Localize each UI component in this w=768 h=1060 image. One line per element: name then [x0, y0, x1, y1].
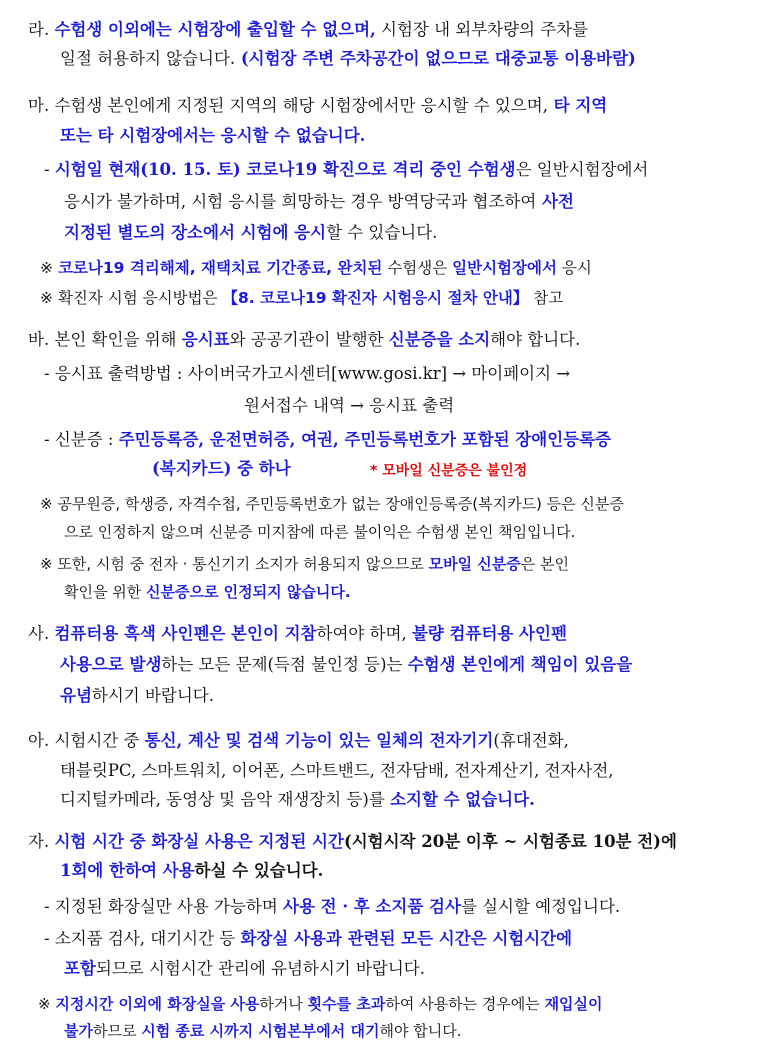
emphasis-text: 지정시간 이외에 화장실을 사용 [55, 995, 260, 1013]
body-text: 신분증 : [54, 430, 119, 449]
emphasis-text: 화장실 사용과 관련된 모든 시간은 시험시간에 [240, 929, 573, 948]
emphasis-text: 코로나19 격리해제, 재택치료 기간종료, 완치된 [57, 259, 383, 277]
note-marker: ※ [40, 259, 53, 277]
section-ja-dash-2-line-1 [44, 926, 572, 952]
section-ma-dash-1-line-2 [64, 189, 574, 215]
section-ja-line-2 [60, 858, 323, 884]
section-ja-note-1-line-2 [64, 1018, 461, 1044]
body-text: 응시 [556, 259, 592, 277]
section-ba-note-2-line-2 [64, 579, 351, 605]
section-ba-note-1-line-2 [64, 519, 575, 545]
emphasis-text: 횟수를 초과 [307, 995, 386, 1013]
emphasis-text: 사전 [536, 192, 574, 211]
body-text: 되므로 시험시간 관리에 유념하시기 바랍니다. [95, 959, 425, 978]
emphasis-text: 시험일 현재(10. 15. 토) 코로나19 확진으로 격리 중인 수험생 [54, 160, 516, 179]
section-sa-line-3 [60, 683, 214, 709]
body-text: 수험생은 [382, 259, 453, 277]
section-ra-marker: 라. [28, 20, 50, 39]
body-text: 하여 사용하는 경우에는 [385, 995, 545, 1013]
section-ja-marker: 자. [28, 832, 50, 851]
emphasis-text: 컴퓨터용 흑색 사인펜은 본인이 지참 [54, 624, 317, 643]
section-ba-dash-2-line-2 [152, 456, 291, 482]
note-marker: ※ [38, 995, 51, 1013]
section-ma-line-1 [28, 93, 607, 119]
body-text: 태블릿PC, 스마트워치, 이어폰, 스마트밴드, 전자담배, 전자계산기, 전자사전, [60, 761, 614, 780]
section-sa-line-2 [60, 652, 632, 678]
body-text: 또한, 시험 중 전자 · 통신기기 소지가 허용되지 않으므로 [57, 555, 429, 573]
emphasis-text: 통신, 계산 및 검색 기능이 있는 일체의 전자기기 [144, 731, 494, 750]
section-ma-note-2 [40, 285, 563, 311]
body-text: 일절 허용하지 않습니다. [60, 49, 236, 68]
emphasis-text: 불가 [64, 1022, 93, 1040]
section-sa-line-1 [28, 621, 567, 647]
emphasis-text: 유념 [60, 686, 92, 705]
section-ma-dash-1-line-1 [44, 157, 648, 183]
section-a-line-1 [28, 728, 569, 754]
emphasis-text: 신분증으로 인정되지 않습니다. [146, 583, 351, 601]
body-text: 를 실시할 예정입니다. [460, 897, 621, 916]
section-ma-marker: 마. [28, 96, 50, 115]
note-marker: ※ [40, 289, 53, 307]
body-text: 확진자 시험 응시방법은 [57, 289, 223, 307]
dash-marker: - [44, 430, 50, 449]
emphasis-text: 시험 종료 시까지 시험본부에서 대기 [141, 1022, 380, 1040]
emphasis-text: 수험생 이외에는 시험장에 출입할 수 없으며, [54, 20, 376, 39]
body-text: 하여야 하며, [316, 624, 412, 643]
section-a-line-2 [60, 758, 614, 784]
section-a-line-3 [60, 787, 535, 813]
emphasis-text: 1회에 한하여 사용 [60, 861, 195, 880]
section-ba-dash-1-line-1 [44, 361, 570, 387]
emphasis-text: 재입실이 [544, 995, 603, 1013]
emphasis-text: 포함 [64, 959, 96, 978]
emphasis-text: 시험 시간 중 화장실 사용은 지정된 시간 [54, 832, 344, 851]
emphasis-text: 응시표 [181, 330, 230, 349]
body-text: 할 수 있습니다. [326, 223, 438, 242]
body-text: 와 공공기관이 발행한 [229, 330, 389, 349]
body-text: 시험시간 중 [54, 731, 145, 750]
body-text: 본인 확인을 위해 [54, 330, 182, 349]
section-ja-dash-1 [44, 894, 620, 920]
body-text: 은 본인 [520, 555, 570, 573]
section-ba-dash-2-line-1 [44, 427, 611, 453]
body-text: 응시가 불가하며, 시험 응시를 희망하는 경우 방역당국과 협조하여 [64, 192, 537, 211]
body-text: 확인을 위한 [64, 583, 146, 601]
section-ma-note-1 [40, 255, 592, 281]
body-text: 디지털카메라, 동영상 및 음악 재생장치 등)를 [60, 790, 391, 809]
section-ba-marker: 바. [28, 330, 50, 349]
emphasis-text: 일반시험장에서 [452, 259, 557, 277]
dash-marker: - [44, 364, 50, 383]
emphasis-text: 지정된 별도의 장소에서 시험에 응시 [64, 223, 327, 242]
section-ba-dash-1-line-2 [244, 393, 454, 419]
bold-text: 하실 수 있습니다. [194, 861, 324, 880]
section-ra-line-2 [60, 46, 636, 72]
section-a-marker: 아. [28, 731, 50, 750]
body-text: 하거나 [259, 995, 308, 1013]
emphasis-text: 모바일 신분증 [428, 555, 521, 573]
body-text: 원서접수 내역 → 응시표 출력 [244, 396, 455, 415]
body-text: 소지품 검사, 대기시간 등 [54, 929, 241, 948]
body-text: 하시기 바랍니다. [91, 686, 214, 705]
dash-marker: - [44, 929, 50, 948]
emphasis-text: 수험생 본인에게 책임이 있음을 [407, 655, 633, 674]
section-ma-dash-1-line-3 [64, 220, 437, 246]
body-text: 참고 [528, 289, 564, 307]
note-marker: ※ [40, 555, 53, 573]
mobile-id-warning [370, 457, 527, 484]
body-text: (휴대전화, [493, 731, 569, 750]
body-text: 수험생 본인에게 지정된 지역의 해당 시험장에서만 응시할 수 있으며, [54, 96, 548, 115]
dash-marker: - [44, 160, 50, 179]
emphasis-text: (시험장 주변 주차공간이 없으므로 대중교통 이용바람) [235, 49, 636, 68]
emphasis-text: 소지할 수 없습니다. [390, 790, 535, 809]
section-ra-line-1 [28, 17, 588, 43]
section-sa-marker: 사. [28, 624, 50, 643]
section-ja-note-1-line-1 [38, 991, 603, 1017]
body-text: 해야 합니다. [490, 330, 581, 349]
warning-text: * 모바일 신분증은 불인정 [370, 463, 528, 479]
body-text: 시험장 내 외부차량의 주차를 [375, 20, 589, 39]
body-text: 하는 모든 문제(득점 불인정 등)는 [161, 655, 408, 674]
section-ba-note-1-line-1 [40, 491, 624, 517]
emphasis-text: 타 지역 [547, 96, 608, 115]
body-text: 하므로 [92, 1022, 142, 1040]
body-text: 해야 합니다. [379, 1022, 462, 1040]
emphasis-text: 【8. 코로나19 확진자 시험응시 절차 안내】 [222, 289, 529, 307]
section-ja-line-1 [28, 829, 677, 855]
emphasis-text: 신분증을 소지 [388, 330, 491, 349]
emphasis-text: (복지카드) 중 하나 [152, 459, 291, 478]
body-text: 은 일반시험장에서 [515, 160, 649, 179]
dash-marker: - [44, 897, 50, 916]
emphasis-text: 또는 타 시험장에서는 응시할 수 없습니다. [60, 126, 366, 145]
body-text: 지정된 화장실만 사용 가능하며 [54, 897, 284, 916]
body-text: 공무원증, 학생증, 자격수첩, 주민등록번호가 없는 장애인등록증(복지카드) 등은 신분증 [57, 495, 624, 513]
section-ma-line-2 [60, 123, 365, 149]
note-marker: ※ [40, 495, 53, 513]
section-ba-line-1 [28, 327, 580, 353]
section-ba-note-2-line-1 [40, 551, 569, 577]
emphasis-text: 사용으로 발생 [60, 655, 162, 674]
bold-text: (시험시작 20분 이후 ~ 시험종료 10분 전)에 [343, 832, 677, 851]
emphasis-text: 불량 컴퓨터용 사인펜 [411, 624, 567, 643]
emphasis-text: 주민등록증, 운전면허증, 여권, 주민등록번호가 포함된 장애인등록증 [118, 430, 611, 449]
body-text: 응시표 출력방법 : 사이버국가고시센터[www.gosi.kr] → 마이페이지 → [54, 364, 571, 383]
section-ja-dash-2-line-2 [64, 956, 425, 982]
body-text: 으로 인정하지 않으며 신분증 미지참에 따른 불이익은 수험생 본인 책임입니다. [64, 523, 576, 541]
emphasis-text: 사용 전 · 후 소지품 검사 [283, 897, 461, 916]
